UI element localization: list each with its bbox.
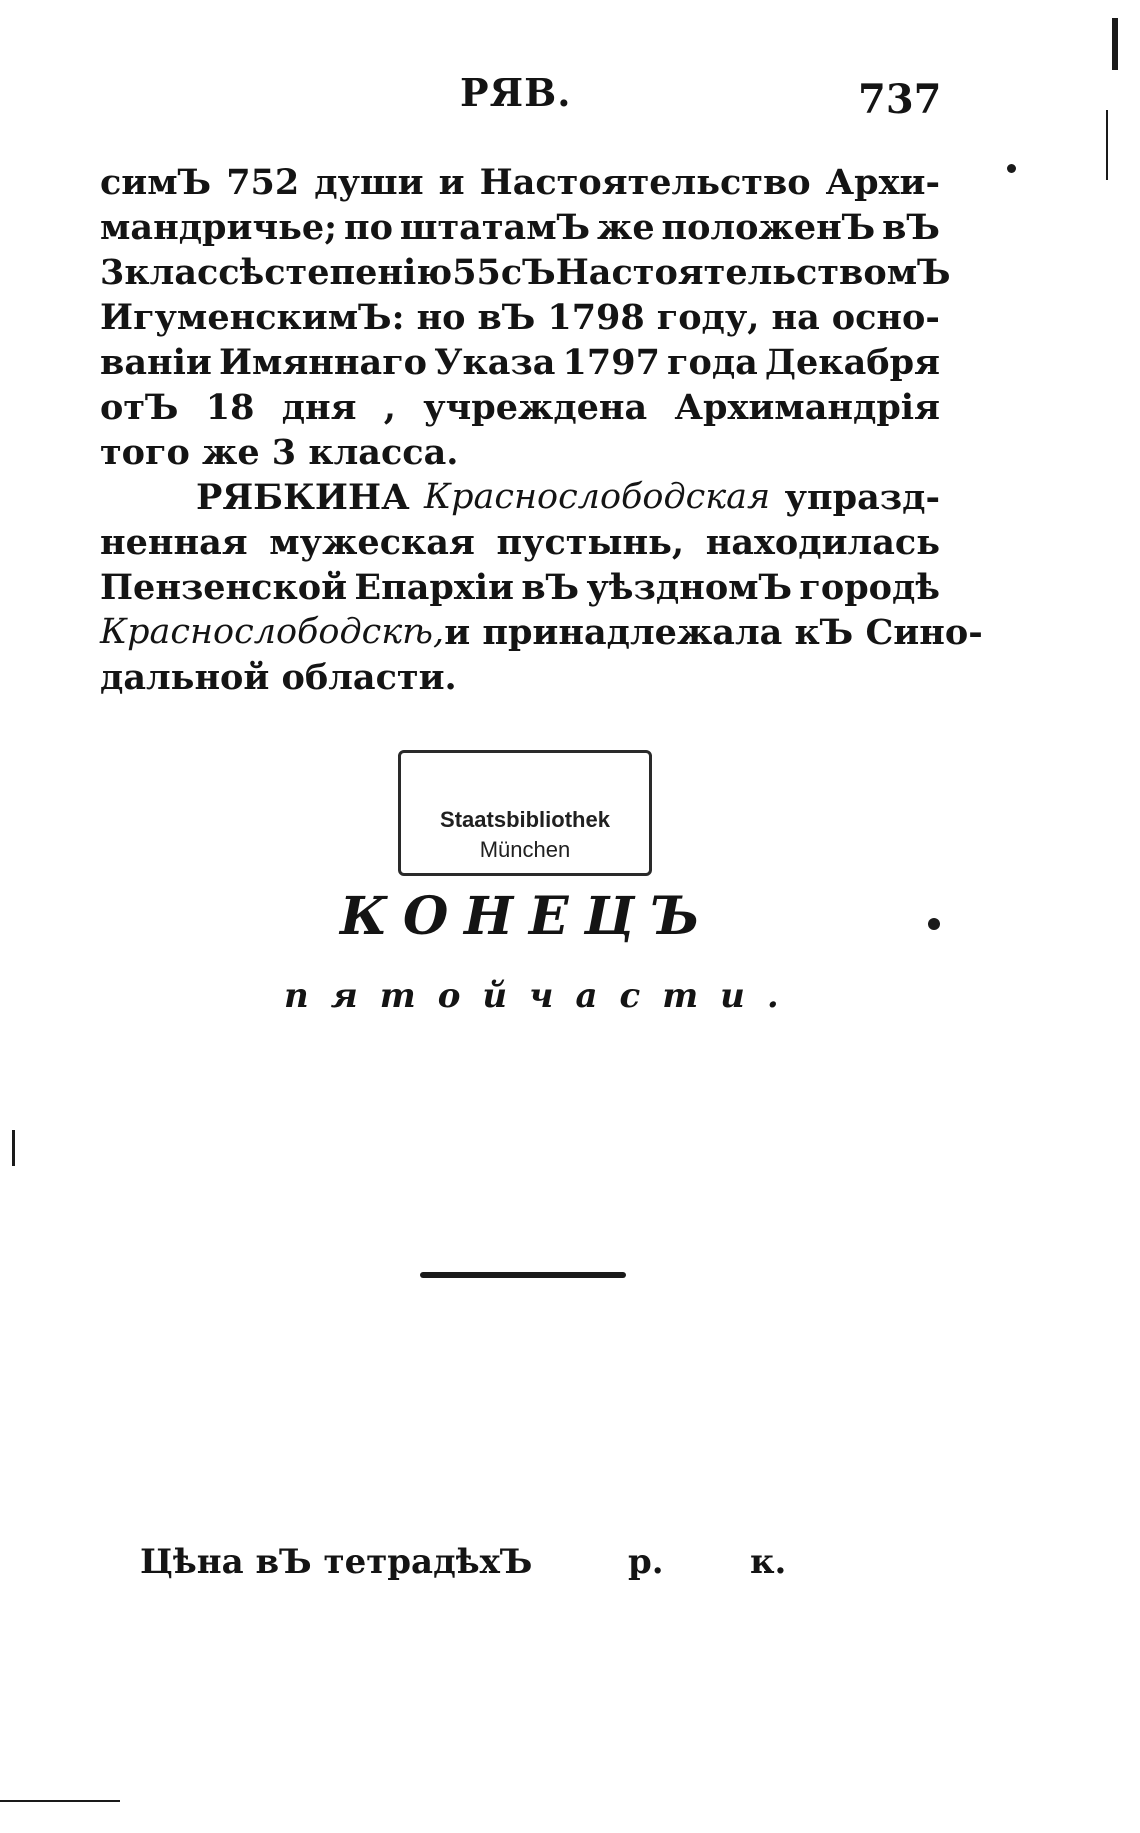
word: Указа [434,342,556,383]
end-subtitle [284,976,801,1016]
text-line [100,340,940,385]
end-title [340,886,700,947]
word: ненная [100,522,248,563]
word: 18 [205,387,255,428]
word: года [667,342,758,383]
word: уѣздномЪ [586,567,793,608]
running-head: РЯВ. [460,70,572,115]
text-line [100,160,940,205]
word: Декабря [764,342,940,383]
word: учреждена [423,387,648,428]
body-text [100,160,983,700]
text-line [100,655,940,700]
text-line-content: дальной области. [100,657,457,698]
word: дня [281,387,357,428]
scan-edge-mark [1112,18,1118,70]
word: вЪ [521,567,580,608]
price-label: Цѣна вЪ тетрадѣхЪ [140,1542,533,1582]
word: Архи- [825,162,940,203]
word: 3 [100,252,125,293]
price-kopecks: к. [750,1542,787,1582]
text-line [100,565,940,610]
word: и [438,162,465,203]
text-line [100,610,983,655]
end-title-letter: К [340,886,388,947]
end-title-letter: Н [464,886,514,947]
word: штатамЪ [399,207,591,248]
word: сЪ [500,252,556,293]
word: 55 [452,252,501,293]
word: Имяннаго [218,342,427,383]
end-title-letter: Ъ [650,886,700,947]
word: находилась [705,522,940,563]
word: отЪ [100,387,179,428]
word: души [314,162,424,203]
word: , [383,387,396,428]
stamp-line: München [479,837,571,862]
word: осно- [831,297,940,338]
entry-epithet: Краснослободская [423,477,771,517]
word: году, [656,297,760,338]
word: по [343,207,393,248]
word: Архимандрія [674,387,940,428]
word: вЪ [477,297,536,338]
word: 1798 [547,297,645,338]
word: же [597,207,655,248]
word: 1797 [562,342,660,383]
text-line [100,385,940,430]
word: положенЪ [661,207,876,248]
text-line-content: и принадлежала кЪ Сино- [444,612,983,653]
end-subtitle-word: пятой [284,976,530,1016]
end-title-letter: Е [528,886,569,947]
word: городѣ [799,567,940,608]
word: Пензенской [100,567,348,608]
text-line [100,520,940,565]
word: НастоятельствомЪ [555,252,951,293]
word: мандричье; [100,207,338,248]
horizontal-rule [420,1272,626,1278]
end-subtitle-word: части. [529,976,801,1016]
entry-heading-line [100,475,940,520]
word: мужеская [269,522,475,563]
word: Настоятельство [479,162,811,203]
page-number: 737 [858,76,942,123]
word: на [771,297,820,338]
text-line [100,430,940,475]
text-line [100,205,940,250]
word: пустынь, [496,522,685,563]
place-name: Краснослободскѣ, [100,612,445,652]
stamp-line: Staatsbibliothek [440,807,610,832]
library-stamp [398,750,652,876]
word: степенію [264,252,453,293]
end-title-letter: Ц [584,886,635,947]
text-line-content: упразд- [784,477,940,518]
word: ваніи [100,342,212,383]
text-line [100,295,940,340]
word: 752 [226,162,300,203]
text-line [100,250,951,295]
word: но [416,297,466,338]
ink-dot [1007,164,1016,173]
scan-edge-mark [0,1800,120,1802]
entry-name: РЯБКИНА [196,477,410,518]
text-line-content: того же 3 класса. [100,432,459,473]
end-title-letter: О [403,886,449,947]
price-line [140,1542,787,1582]
word: вЪ [882,207,940,248]
word: Епархіи [354,567,514,608]
word: симЪ [100,162,212,203]
word: ИгуменскимЪ: [100,297,405,338]
price-rubles: р. [628,1542,664,1582]
word: классѣ [124,252,265,293]
scan-edge-mark [1106,110,1108,180]
scan-edge-mark [12,1130,15,1166]
ink-dot [928,918,940,930]
